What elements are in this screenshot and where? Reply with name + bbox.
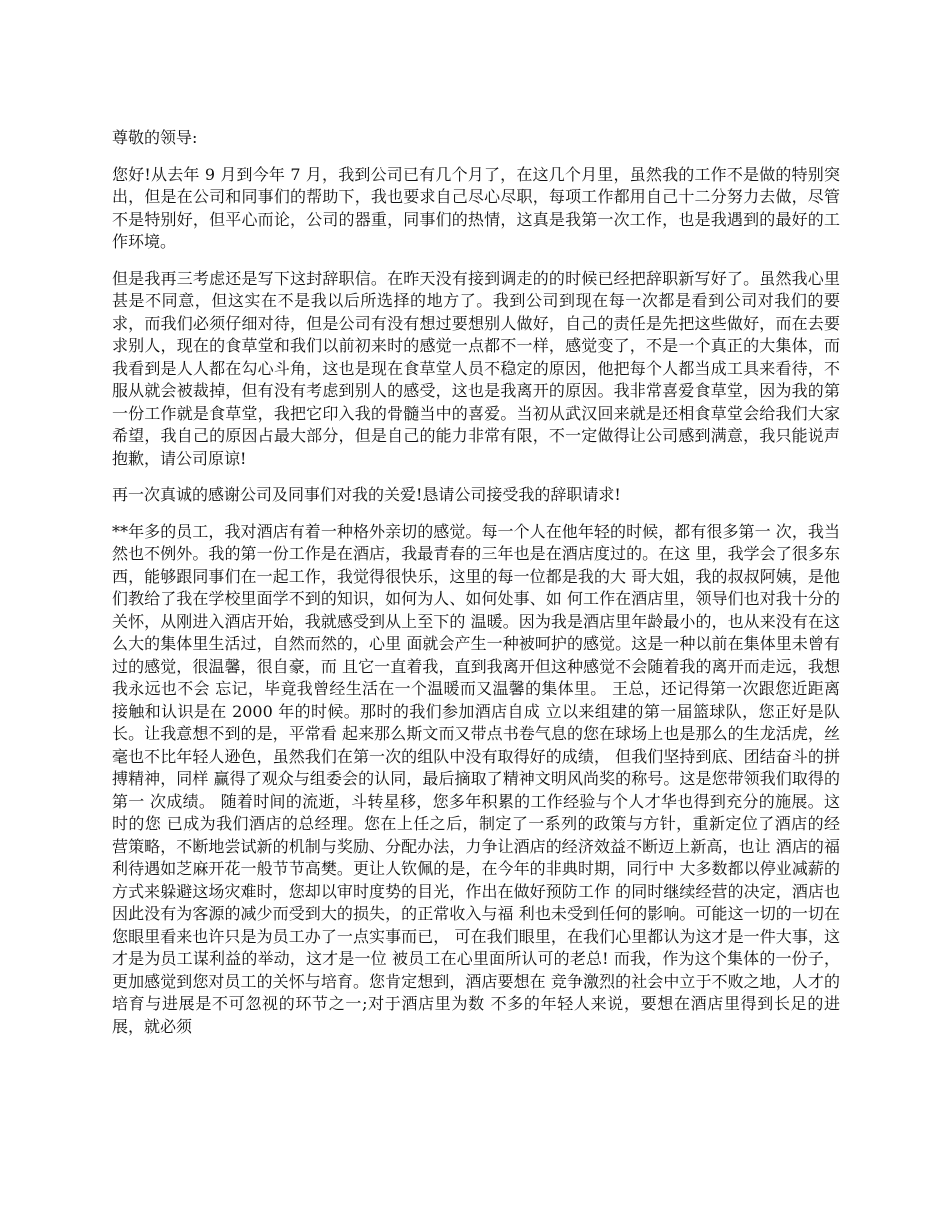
paragraph-hotel-memories: **年多的员工，我对酒店有着一种格外亲切的感觉。每一个人在他年轻的时候，都有很多第一 次，我当然也不例外。我的第一份工作是在酒店，我最青春的三年也是在酒店度过的。在这 里，我学会了很多东西，能够跟同事们在一起工作，我觉得很快乐，这里的每一位都是我的大 哥大姐，我的叔叔阿姨，是他们教给了我在学校里面学不到的知识，如何为人、如何处事、如 何工作在酒店里，领导们也对我十分的关怀，从刚进入酒店开始，我就感受到从上至下的 温暖。因为我是酒店里年龄最小的，也从来没有在这么大的集体里生活过，自然而然的，心里 面就会产生一种被呵护的感觉。这是一种以前在集体里未曾有过的感觉，很温馨，很自豪，而 且它一直着我，直到我离开但这种感觉不会随着我的离开而走远，我想我永远也不会 忘记，毕竟我曾经生活在一个温暖而又温馨的集体里。 王总，还记得第一次跟您近距离接触和认识是在 2000 年的时候。那时的我们参加酒店自成 立以来组建的第一届篮球队，您正好是队长。让我意想不到的是，平常看 起来那么斯文而又带点书卷气息的您在球场上也是那么的生龙活虎，丝毫也不比年轻人逊色，虽然我们在第一次的组队中没有取得好的成绩， 但我们坚持到底、团结奋斗的拼搏精神，同样 赢得了观众与组委会的认同，最后摘取了精神文明风尚奖的称号。这是您带领我们取得的第一 次成绩。 随着时间的流逝，斗转星移，您多年积累的工作经验与个人才华也得到充分的施展。这时的您 已成为我们酒店的总经理。您在上任之后，制定了一系列的政策与方针，重新定位了酒店的经 营策略，不断地尝试新的机制与奖励、分配办法，力争让酒店的经济效益不断迈上新高，也让 酒店的福利待遇如芝麻开花一般节节高樊。更让人钦佩的是，在今年的非典时期，同行中 大多数都以停业减薪的方式来躲避这场灾难时，您却以审时度势的目光，作出在做好预防工作 的同时继续经营的决定，酒店也因此没有为客源的减少而受到大的损失，的正常收入与福 利也未受到任何的影响。可能这一切的一切在您眼里看来也许只是为员工办了一点实事而已， 可在我们眼里，在我们心里都认为这才是一件大事，这才是为员工谋利益的举动，这才是一位 被员工在心里面所认可的老总! 而我，作为这个集体的一份子，更加感觉到您对员工的关怀与培育。您肯定想到，酒店要想在 竞争激烈的社会中立于不败之地，人才的培育与进展是不可忽视的环节之一;对于酒店里为数 不多的年轻人来说，要想在酒店里得到长足的进展，就必须 — [112, 521, 840, 1036]
letter-body — [112, 127, 840, 1052]
paragraph-thanks: 再一次真诚的感谢公司及同事们对我的关爱!恳请公司接受我的辞职请求! — [112, 485, 621, 504]
paragraph-resignation-reason: 但是我再三考虑还是写下这封辞职信。在昨天没有接到调走的的时候已经把辞职新写好了。虽然我心里甚是不同意，但这实在不是我以后所选择的地方了。我到公司到现在每一次都是看到公司对我们的要求，而我们必须仔细对待，但是公司有没有想过要想别人做好，自己的责任是先把这些做好，而在去要求别人，现在的食草堂和我们以前初来时的感觉一点都不一样，感觉变了，不是一个真正的大集体，而我看到是人人都在勾心斗角，这也是现在食草堂人员不稳定的原因，他把每个人都当成工具来看待，不服从就会被裁掉，但有没有考虑到别人的感受，这也是我离开的原因。我非常喜爱食草堂，因为我的第一份工作就是食草堂，我把它印入我的骨髓当中的喜爱。当初从武汉回来就是还相食草堂会给我们大家希望，我自己的原因占最大部分，但是自己的能力非常有限，不一定做得让公司感到满意，我只能说声抱歉，请公司原谅! — [112, 268, 840, 468]
salutation: 尊敬的领导: — [112, 128, 198, 147]
paragraph-greeting: 您好!从去年 9 月到今年 7 月，我到公司已有几个月了，在这几个月里，虽然我的工作不是做的特别突出，但是在公司和同事们的帮助下，我也要求自己尽心尽职，每项工作都用自己十二分努力去做，尽管不是特别好，但平心而论，公司的器重，同事们的热情，这真是我第一次工作，也是我遇到的最好的工作环境。 — [112, 164, 840, 251]
